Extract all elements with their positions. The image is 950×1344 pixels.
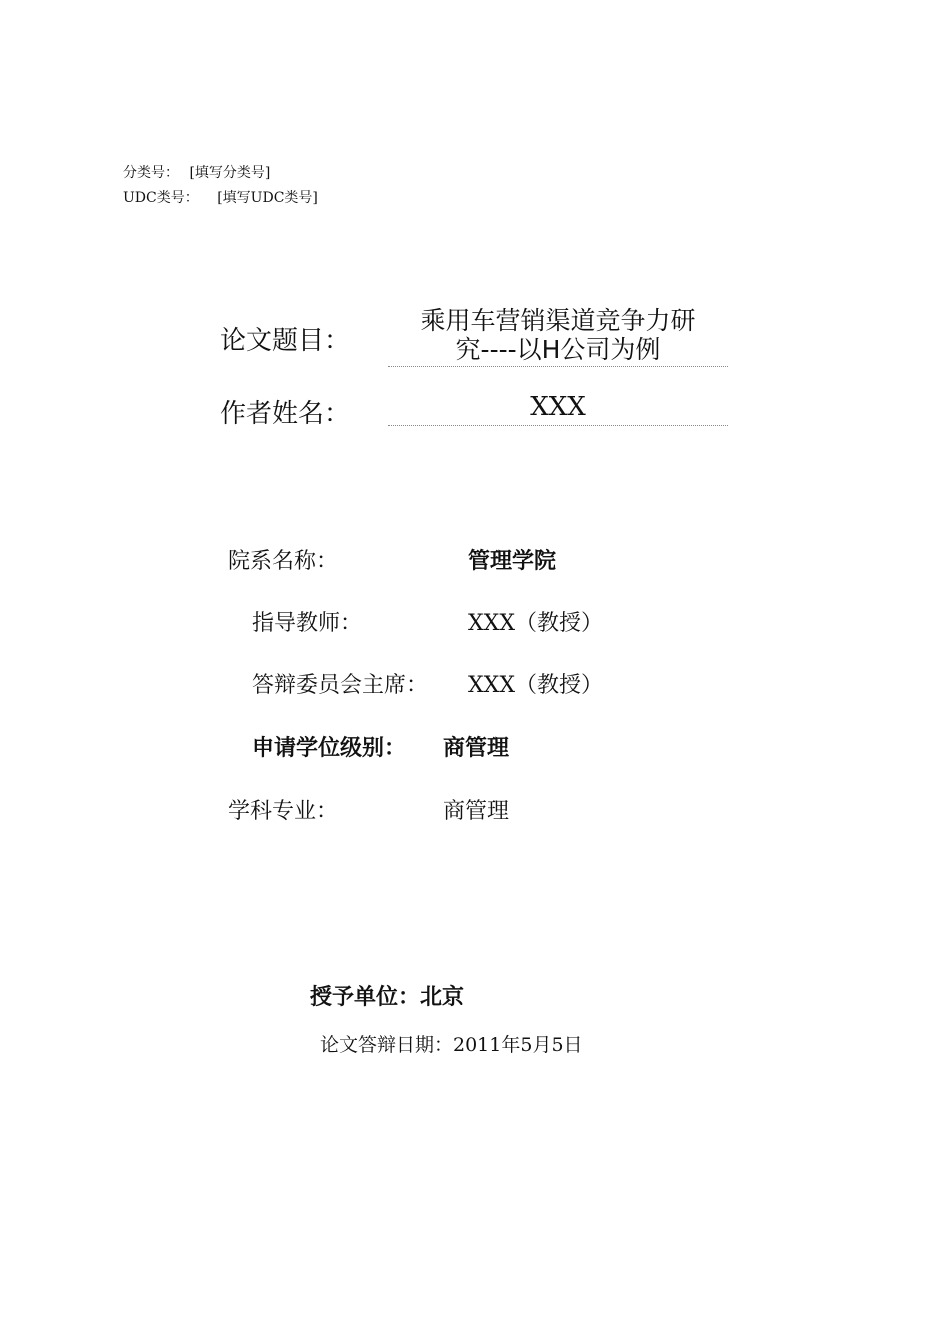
major-label: 学科专业： <box>228 799 339 824</box>
title-underline <box>388 366 728 367</box>
major-value: 商管理 <box>443 799 510 824</box>
author-label: 作者姓名： <box>220 399 351 429</box>
degree-level-value: 商管理 <box>443 736 510 761</box>
department-value: 管理学院 <box>468 549 557 574</box>
supervisor-value: XXX（教授） <box>468 611 603 636</box>
thesis-title <box>388 306 728 364</box>
classification-label: 分类号： <box>123 165 179 181</box>
supervisor-label: 指导教师： <box>252 611 363 636</box>
degree-level-label: 申请学位级别： <box>252 736 407 761</box>
thesis-title-label: 论文题目： <box>220 326 351 356</box>
department-label: 院系名称： <box>228 549 339 574</box>
author-underline <box>388 425 728 426</box>
udc-value: [填写UDC类号] <box>217 190 318 206</box>
awarding-institution: 授予单位：北京 <box>310 985 465 1010</box>
committee-chair-label: 答辩委员会主席： <box>252 673 429 698</box>
committee-chair-value: XXX（教授） <box>468 673 603 698</box>
classification-value: [填写分类号] <box>189 165 271 181</box>
thesis-title-line2: 究----以H公司为例 <box>455 335 661 364</box>
author-name: XXX <box>530 392 586 422</box>
classification-line <box>123 162 270 182</box>
defense-date: 论文答辩日期：2011年5月5日 <box>320 1034 583 1056</box>
thesis-title-line1: 乘用车营销渠道竞争力研 <box>420 306 696 335</box>
udc-label: UDC类号： <box>123 190 199 206</box>
udc-line <box>123 187 318 207</box>
